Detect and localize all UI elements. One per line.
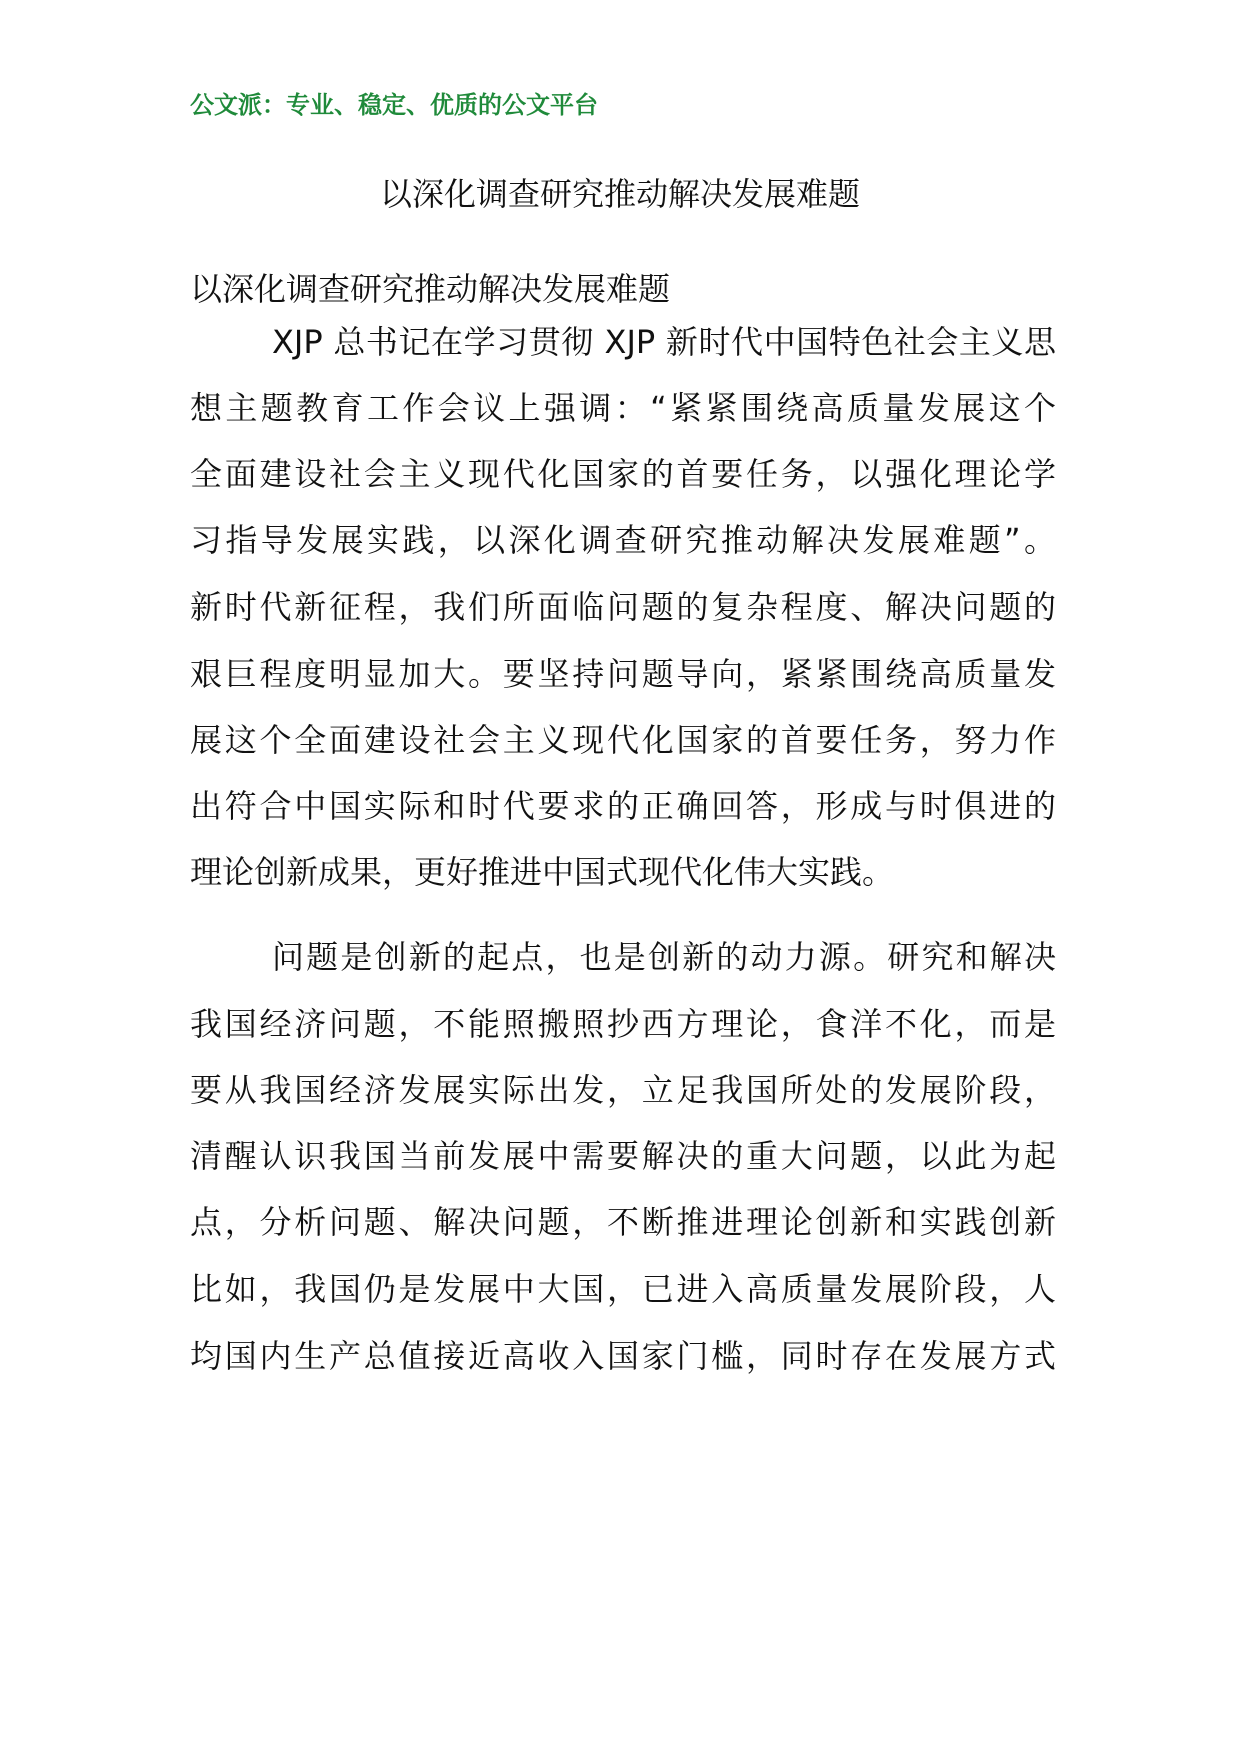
paragraph-2-line-6: 比如，我国仍是发展中大国，已进入高质量发展阶段，人 [190, 1270, 1056, 1308]
paragraph-2-line-3: 要从我国经济发展实际出发，立足我国所处的发展阶段， [190, 1071, 1056, 1109]
document-title: 以深化调查研究推动解决发展难题 [379, 175, 860, 213]
paragraph-1-line-6: 艰巨程度明显加大。要坚持问题导向，紧紧围绕高质量发 [190, 655, 1056, 693]
paragraph-1-line-4: 习指导发展实践，以深化调查研究推动解决发展难题”。 [190, 521, 1056, 559]
paragraph-1-line-2: 想主题教育工作会议上强调：“紧紧围绕高质量发展这个 [190, 389, 1056, 427]
paragraph-2-line-7: 均国内生产总值接近高收入国家门槛，同时存在发展方式 [190, 1337, 1056, 1375]
paragraph-1-line-9: 理论创新成果，更好推进中国式现代化伟大实践。 [190, 853, 895, 891]
paragraph-1-line-8: 出符合中国实际和时代要求的正确回答，形成与时俱进的 [190, 787, 1056, 825]
brand-header: 公文派：专业、稳定、优质的公文平台 [190, 91, 598, 119]
document-subtitle: 以深化调查研究推动解决发展难题 [190, 270, 671, 308]
paragraph-1-line-5: 新时代新征程，我们所面临问题的复杂程度、解决问题的 [190, 588, 1056, 626]
paragraph-2-line-5: 点，分析问题、解决问题，不断推进理论创新和实践创新 [190, 1203, 1056, 1241]
paragraph-2-line-2: 我国经济问题，不能照搬照抄西方理论，食洋不化，而是 [190, 1005, 1056, 1043]
paragraph-1-line-7: 展这个全面建设社会主义现代化国家的首要任务，努力作 [190, 721, 1056, 759]
paragraph-2-line-1: 问题是创新的起点，也是创新的动力源。研究和解决 [272, 938, 1056, 976]
paragraph-2-line-4: 清醒认识我国当前发展中需要解决的重大问题，以此为起 [190, 1137, 1056, 1175]
paragraph-1-line-1: XJP 总书记在学习贯彻 XJP 新时代中国特色社会主义思 [272, 323, 1056, 361]
paragraph-1-line-3: 全面建设社会主义现代化国家的首要任务，以强化理论学 [190, 455, 1056, 493]
